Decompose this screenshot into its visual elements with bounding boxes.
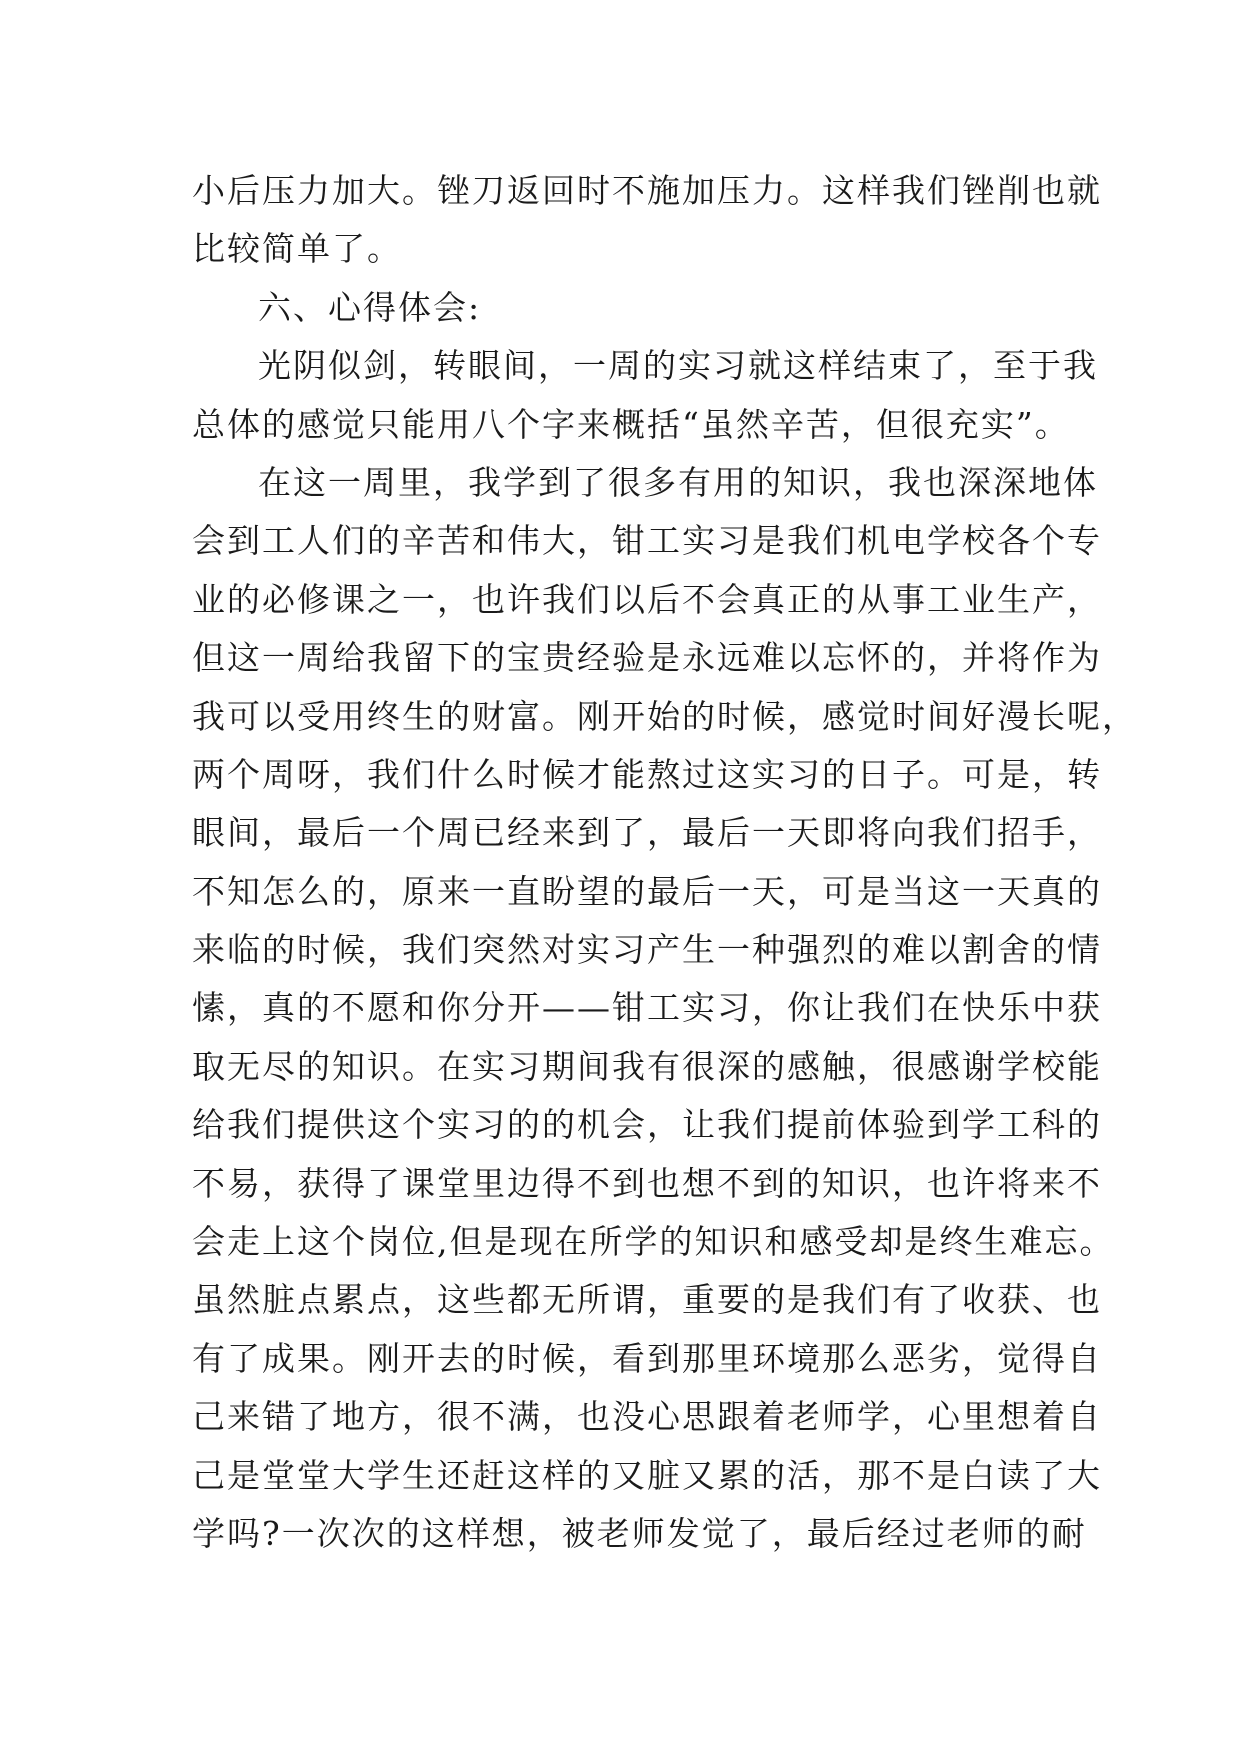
text-line: 来临的时候，我们突然对实习产生一种强烈的难以割舍的情 [192, 930, 1102, 970]
text-line: 己是堂堂大学生还赶这样的又脏又累的活，那不是白读了大 [192, 1455, 1102, 1495]
text-line: 学吗?一次次的这样想，被老师发觉了，最后经过老师的耐 [192, 1513, 1087, 1553]
text-line: 己来错了地方，很不满，也没心思跟着老师学，心里想着自 [192, 1397, 1102, 1437]
text-line: 会走上这个岗位,但是现在所学的知识和感受却是终生难忘。 [192, 1222, 1115, 1262]
text-line: 但这一周给我留下的宝贵经验是永远难以忘怀的，并将作为 [192, 638, 1102, 678]
text-line: 虽然脏点累点，这些都无所谓，重要的是我们有了收获、也 [192, 1280, 1102, 1320]
text-line: 业的必修课之一，也许我们以后不会真正的从事工业生产， [192, 579, 1102, 619]
section-heading: 六、心得体会: [258, 287, 482, 327]
text-line: 会到工人们的辛苦和伟大，钳工实习是我们机电学校各个专 [192, 521, 1102, 561]
text-line: 给我们提供这个实习的的机会，让我们提前体验到学工科的 [192, 1105, 1102, 1145]
text-line: 总体的感觉只能用八个字来概括“虽然辛苦，但很充实”。 [192, 404, 1070, 444]
text-line: 比较简单了。 [192, 229, 402, 269]
body-text [192, 162, 1137, 1563]
text-line: 小后压力加大。锉刀返回时不施加压力。这样我们锉削也就 [192, 171, 1102, 210]
text-line: 我可以受用终生的财富。刚开始的时候，感觉时间好漫长呢， [192, 696, 1137, 736]
text-line: 眼间，最后一个周已经来到了，最后一天即将向我们招手， [192, 813, 1102, 853]
text-line: 不知怎么的，原来一直盼望的最后一天，可是当这一天真的 [192, 871, 1102, 911]
text-line: 愫，真的不愿和你分开——钳工实习，你让我们在快乐中获 [192, 988, 1102, 1028]
text-line: 有了成果。刚开去的时候，看到那里环境那么恶劣，觉得自 [192, 1338, 1102, 1378]
text-line: 取无尽的知识。在实习期间我有很深的感触，很感谢学校能 [192, 1046, 1102, 1086]
text-line: 两个周呀，我们什么时候才能熬过这实习的日子。可是，转 [192, 754, 1102, 794]
text-line: 在这一周里，我学到了很多有用的知识，我也深深地体 [258, 462, 1098, 502]
text-line: 不易，获得了课堂里边得不到也想不到的知识，也许将来不 [192, 1163, 1102, 1203]
text-line: 光阴似剑，转眼间，一周的实习就这样结束了，至于我 [258, 346, 1098, 386]
